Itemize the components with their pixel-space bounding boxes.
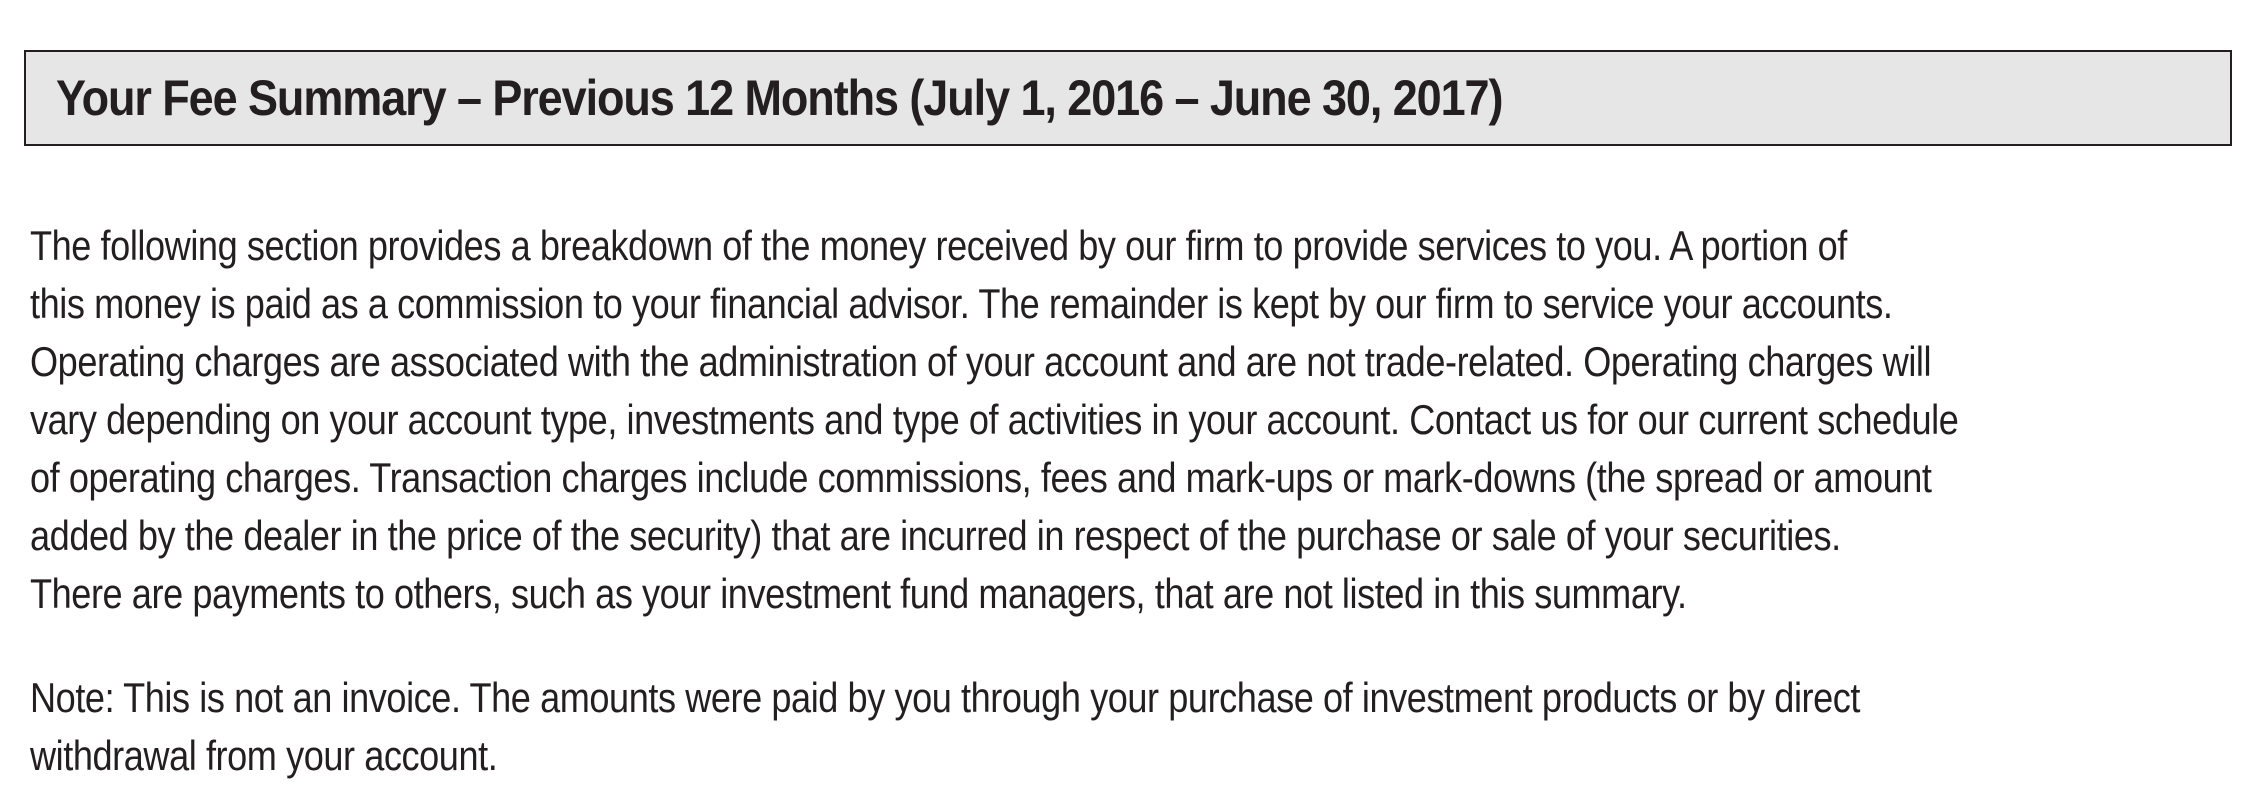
paragraph-line: of operating charges. Transaction charges include commissions, fees and mark-ups or mark-downs (the spread or amount [30,454,1932,501]
paragraph-line: The following section provides a breakdown of the money received by our firm to provide services to you. A portion of [30,222,1847,269]
fee-explanation-paragraph [30,217,2240,623]
paragraph-line: There are payments to others, such as your investment fund managers, that are not listed in this summary. [30,570,1687,617]
invoice-note-paragraph [30,669,2240,785]
paragraph-line: withdrawal from your account. [30,732,498,779]
fee-summary-header [24,50,2232,146]
page-title: Your Fee Summary – Previous 12 Months (July 1, 2016 – June 30, 2017) [56,70,1503,126]
paragraph-line: added by the dealer in the price of the security) that are incurred in respect of the purchase or sale of your securities. [30,512,1841,559]
paragraph-line: Operating charges are associated with the administration of your account and are not trade-related. Operating charges will [30,338,1932,385]
paragraph-line: Note: This is not an invoice. The amounts were paid by you through your purchase of investment products or by direct [30,674,1861,721]
paragraph-line: vary depending on your account type, investments and type of activities in your account. Contact us for our current schedule [30,396,1959,443]
paragraph-line: this money is paid as a commission to your financial advisor. The remainder is kept by our firm to service your accounts. [30,280,1893,327]
